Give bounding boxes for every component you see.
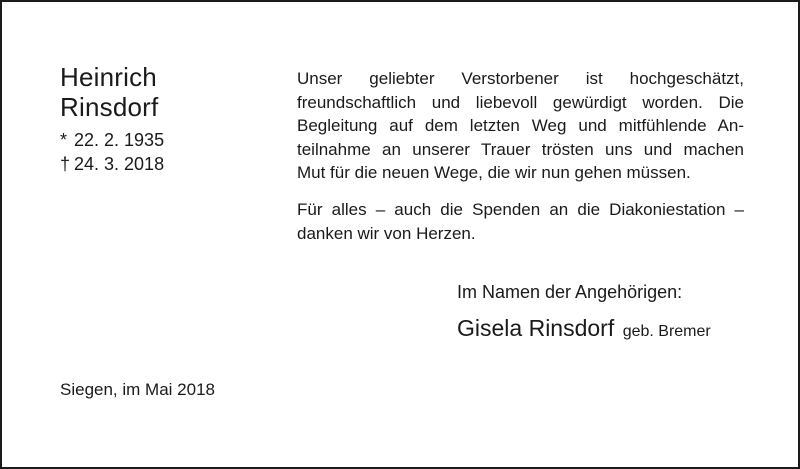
message-paragraph-2 [297, 198, 744, 245]
birth-symbol: * [60, 130, 68, 150]
signature [457, 314, 711, 342]
message-line: danken wir von Herzen. [297, 223, 476, 243]
death-symbol: † [60, 154, 71, 174]
message-line: Unser geliebter Verstorbener ist hochgeschätzt, [297, 69, 744, 88]
deceased-last-name: Rinsdorf [60, 92, 159, 122]
birth-date-row [60, 129, 164, 151]
signer-name: Gisela Rinsdorf [457, 315, 615, 341]
message-line: Mut für die neuen Wege, die wir nun gehen müssen. [297, 163, 691, 182]
place-date: Siegen, im Mai 2018 [60, 380, 215, 399]
signer-born-name: geb. Bremer [622, 323, 711, 340]
message-line: Begleitung auf dem letzten Weg und mitfühlende An- [297, 116, 744, 135]
deceased-first-name: Heinrich [60, 62, 157, 92]
message-line: teilnahme an unserer Trauer trösten uns und machen [297, 139, 744, 159]
closing-regards: Im Namen der Angehörigen: [457, 282, 683, 302]
message-line: freundschaftlich und liebevoll gewürdigt worden. Die [297, 92, 744, 112]
message-line: Für alles – auch die Spenden an die Diakoniestation – [297, 200, 744, 219]
birth-date: 22. 2. 1935 [74, 130, 165, 150]
death-date: 24. 3. 2018 [74, 154, 165, 174]
message-paragraph-1 [297, 67, 744, 185]
death-date-row [60, 153, 164, 175]
